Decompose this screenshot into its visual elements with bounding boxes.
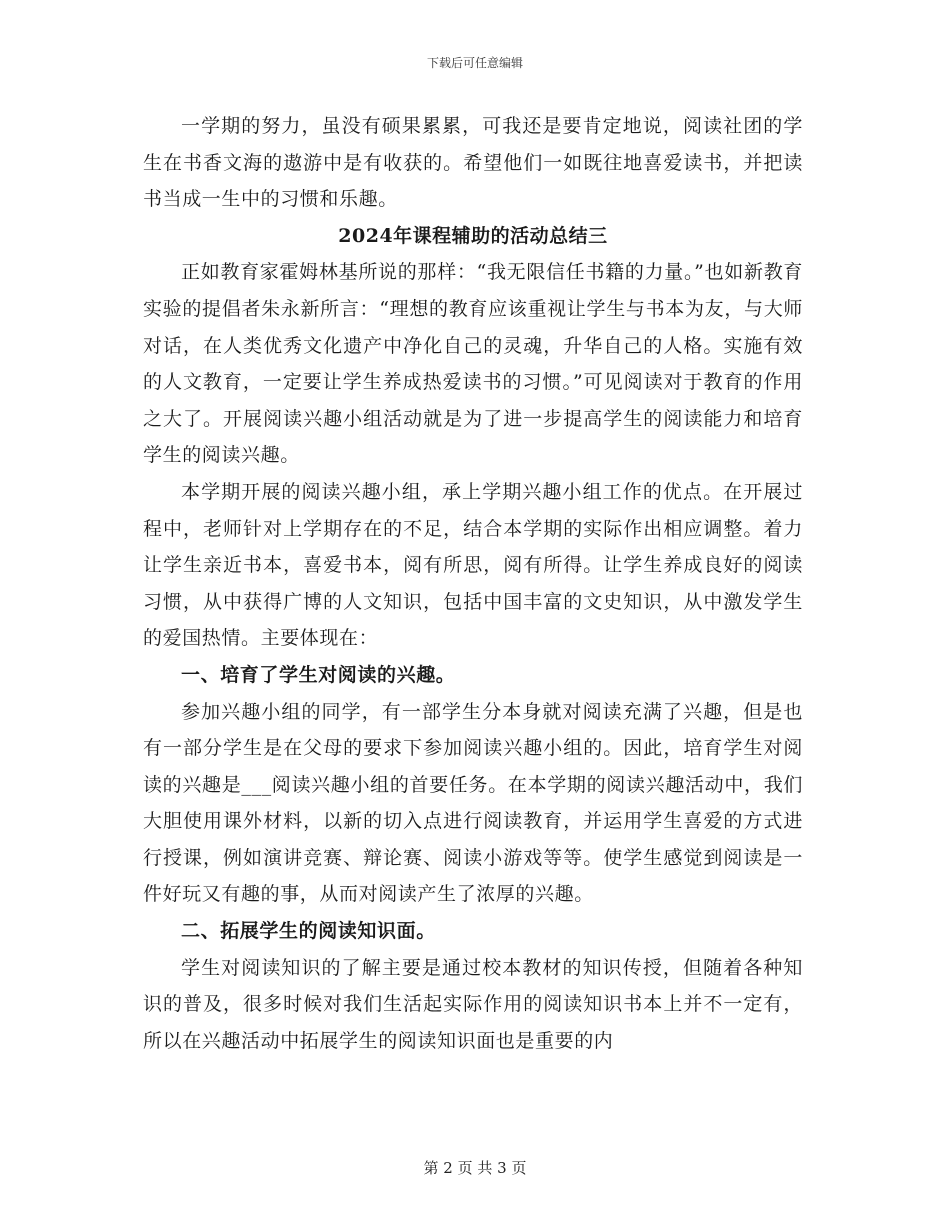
section-title: 2024年课程辅助的活动总结三 [338, 224, 608, 247]
paragraph-2: 本学期开展的阅读兴趣小组，承上学期兴趣小组工作的优点。在开展过程中，老师针对上学期存在的不足，结合本学期的实际作出相应调整。着力让学生亲近书本，喜爱书本，阅有所思，阅有所得。让学生养成良好的阅读习惯，从中获得广博的人文知识，包括中国丰富的文史知识，从中激发学生的爱国热情。主要体现在： [143, 480, 803, 650]
page-header: 下载后可任意编辑 [426, 56, 523, 70]
heading-2: 二、拓展学生的阅读知识面。 [181, 920, 436, 943]
intro-paragraph: 一学期的努力，虽没有硕果累累，可我还是要肯定地说，阅读社团的学生在书香文海的遨游中是有收获的。希望他们一如既往地喜爱读书，并把读书当成一生中的习惯和乐趣。 [143, 115, 803, 211]
heading-1: 一、培育了学生对阅读的兴趣。 [181, 663, 456, 686]
document-body [143, 108, 803, 1059]
page-number: 第 2 页 共 3 页 [423, 1159, 527, 1177]
paragraph-1: 正如教育家霍姆林基所说的那样：“我无限信任书籍的力量。”也如新教育实验的提倡者朱永新所言：“理想的教育应该重视让学生与书本为友，与大师对话，在人类优秀文化遗产中净化自己的灵魂，升华自己的人格。实施有效的人文教育，一定要让学生养成热爱读书的习惯。”可见阅读对于教育的作用之大了。开展阅读兴趣小组活动就是为了进一步提高学生的阅读能力和培育学生的阅读兴趣。 [143, 261, 803, 467]
paragraph-3: 参加兴趣小组的同学，有一部学生分本身就对阅读充满了兴趣，但是也有一部分学生是在父母的要求下参加阅读兴趣小组的。因此，培育学生对阅读的兴趣是___阅读兴趣小组的首要任务。在本学期的阅读兴趣活动中，我们大胆使用课外材料，以新的切入点进行阅读教育，并运用学生喜爱的方式进行授课，例如演讲竞赛、辩论赛、阅读小游戏等等。使学生感觉到阅读是一件好玩又有趣的事，从而对阅读产生了浓厚的兴趣。 [143, 700, 803, 906]
paragraph-4: 学生对阅读知识的了解主要是通过校本教材的知识传授，但随着各种知识的普及，很多时候对我们生活起实际作用的阅读知识书本上并不一定有，所以在兴趣活动中拓展学生的阅读知识面也是重要的内 [143, 956, 803, 1052]
